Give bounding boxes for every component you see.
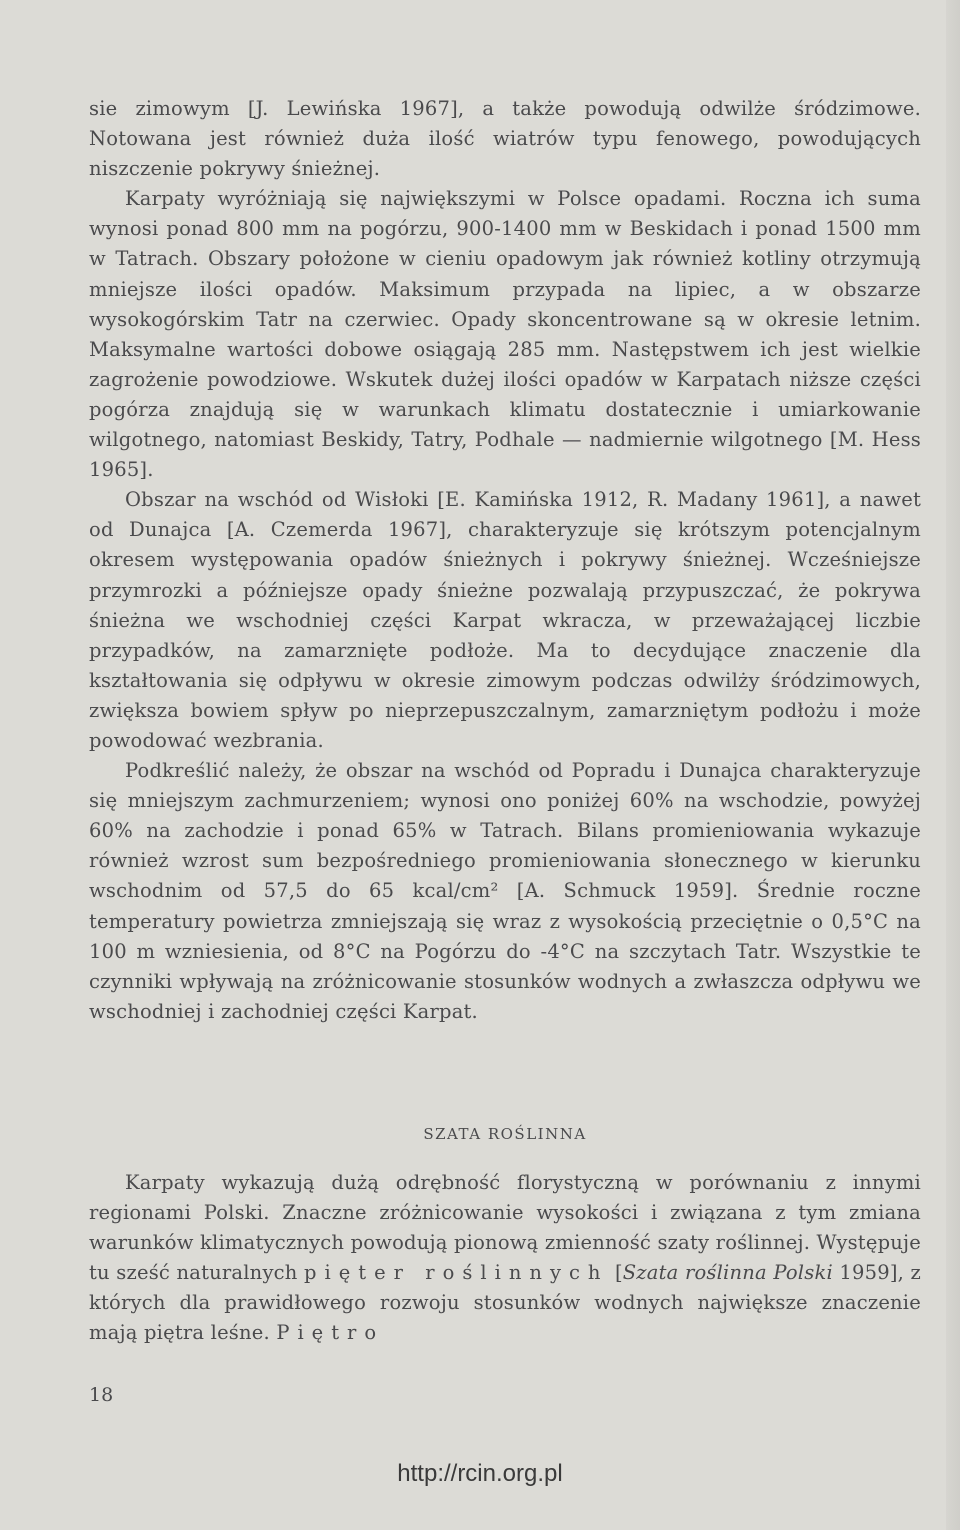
citation-title: Szata roślinna Polski — [622, 1261, 833, 1285]
source-url[interactable]: http://rcin.org.pl — [397, 1460, 563, 1487]
section-heading: SZATA ROŚLINNA — [423, 1125, 587, 1143]
body-text — [89, 94, 921, 1027]
spaced-term: Piętro — [276, 1321, 385, 1345]
paragraph: sie zimowym [J. Lewińska 1967], a także powodują odwilże śródzimowe. Notowana jest również duża ilość wiatrów typu fenowego, powodujących niszczenie pokrywy śnieżnej. — [89, 97, 921, 181]
paragraph: Karpaty wykazują dużą odrębność florystyczną w porównaniu z innymi regionami Polski. Znaczne zróżnicowanie wysokości i związana z tym zmiana warunków klimatycznych powodują pionową zmienność szaty roślinnej. Występuje tu sześć naturalnych pięter roślinnych [Szata roślinna Polski 1959], z których dla prawidłowego rozwoju stosunków wodnych największe znaczenie mają piętra leśne. Piętro — [89, 1171, 921, 1345]
text-run: Karpaty wykazują dużą odrębność florystyczną w porównaniu z innymi regionami Polski. Znaczne zróżnicowanie wysokości i związana z tym zmiana warunków klimatycznych powodują pionową zmienność szaty roślinnej. Występuje tu sześć naturalnych — [89, 1171, 921, 1285]
section-text — [89, 1168, 921, 1349]
paragraph: Karpaty wyróżniają się największymi w Polsce opadami. Roczna ich suma wynosi ponad 800 mm na pogórzu, 900-1400 mm w Beskidach i ponad 1500 mm w Tatrach. Obszary położone w cieniu opadowym jak również kotliny otrzymują mniejsze ilości opadów. Maksimum przypada na lipiec, a w obszarze wysokogórskim Tatr na czerwiec. Opady skoncentrowane są w okresie letnim. Maksymalne wartości dobowe osiągają 285 mm. Następstwem ich jest wielkie zagrożenie powodziowe. Wskutek dużej ilości opadów w Karpatach niższe części pogórza znajdują się w warunkach klimatu dostatecznie i umiarkowanie wilgotnego, natomiast Beskidy, Tatry, Podhale — nadmiernie wilgotnego [M. Hess 1965]. — [89, 187, 921, 482]
page-number: 18 — [89, 1384, 114, 1406]
text-run: 1959], z których dla prawidłowego rozwoju stosunków wodnych największe znaczenie mają piętra leśne. — [89, 1261, 921, 1345]
paragraph: Podkreślić należy, że obszar na wschód od Popradu i Dunajca charakteryzuje się mniejszym zachmurzeniem; wynosi ono poniżej 60% na wschodzie, powyżej 60% na zachodzie i ponad 65% w Tatrach. Bilans promieniowania wykazuje również wzrost sum bezpośredniego promieniowania słonecznego w kierunku wschodnim od 57,5 do 65 kcal/cm² [A. Schmuck 1959]. Średnie roczne temperatury powietrza zmniejszają się wraz z wysokością przeciętnie o 0,5°C na 100 m wzniesienia, od 8°C na Pogórzu do -4°C na szczytach Tatr. Wszystkie te czynniki wpływają na zróżnicowanie stosunków wodnych a zwłaszcza odpływu we wschodniej i zachodniej części Karpat. — [89, 759, 921, 1023]
spaced-term: pięter roślinnych — [304, 1261, 609, 1285]
page-edge — [946, 0, 960, 1530]
paragraph: Obszar na wschód od Wisłoki [E. Kamińska 1912, R. Madany 1961], a nawet od Dunajca [A. Czemerda 1967], charakteryzuje się krótszym potencjalnym okresem występowania opadów śnieżnych i pokrywy śnieżnej. Wcześniejsze przymrozki a późniejsze opady śnieżne pozwalają przypuszczać, że pokrywa śnieżna we wschodniej części Karpat wkracza, w przeważającej liczbie przypadków, na zamarznięte podłoże. Ma to decydujące znaczenie dla kształtowania się odpływu w okresie zimowym podczas odwilży śródzimowych, zwiększa bowiem spływ po nieprzepuszczalnym, zamarzniętym podłożu i może powodować wezbrania. — [89, 488, 921, 752]
